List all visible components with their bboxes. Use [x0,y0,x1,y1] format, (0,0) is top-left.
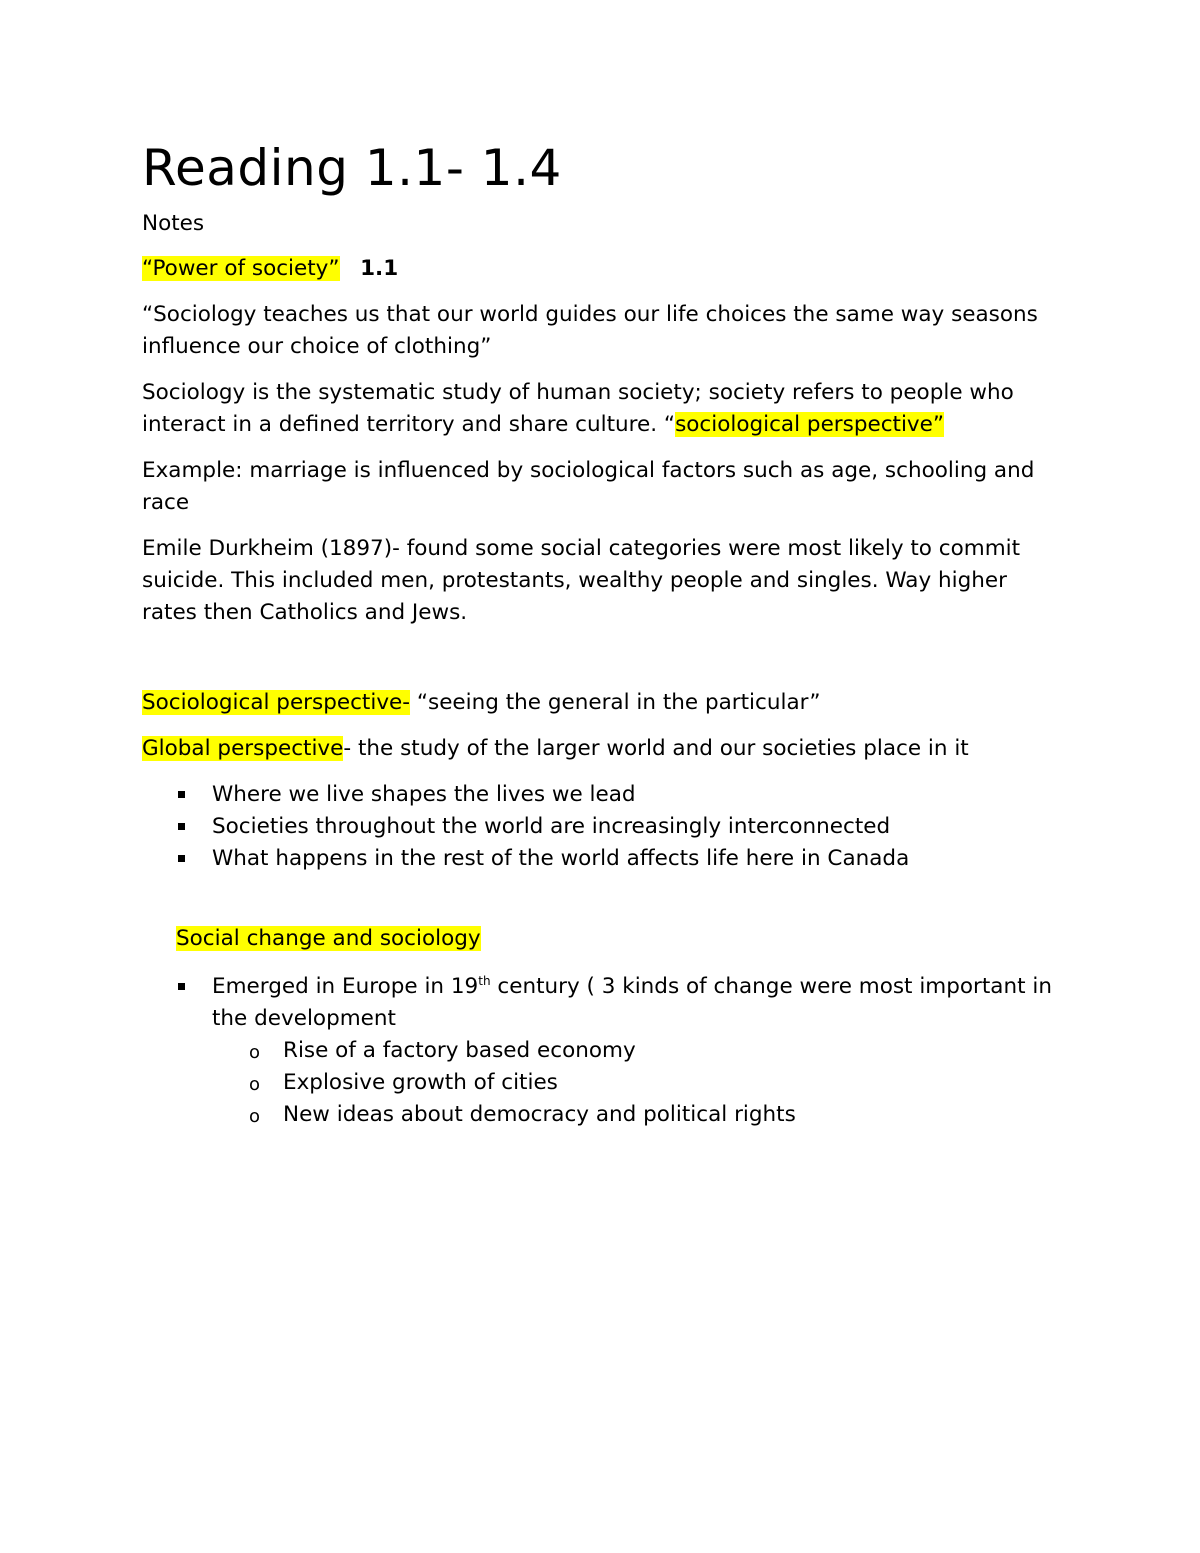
circle-bullet-icon: o [249,1106,261,1127]
section-heading-social-change [142,923,1062,955]
spacer [142,875,1062,923]
highlighted-term: sociological perspective” [675,412,945,437]
list-item-text: New ideas about democracy and political rights [283,1102,796,1127]
list-item [142,971,1062,1035]
highlighted-heading: “Power of society” [142,256,340,281]
circle-bullet-icon: o [249,1074,261,1095]
definition-text: Sociology is the systematic study of human society; society refers to people who interact in a defined territory and share culture. “ [142,380,1014,437]
list-item-text: Explosive growth of cities [283,1070,558,1095]
list-item-text: Rise of a factory based economy [283,1038,636,1063]
list-item-text: Societies throughout the world are increasingly interconnected [212,814,891,839]
square-bullet-icon [178,855,185,862]
sub-list [142,1035,1062,1131]
subtitle: Notes [142,211,205,236]
sub-list-item [142,1067,1062,1099]
quote-paragraph: “Sociology teaches us that our world guides our life choices the same way seasons influence our choice of clothing” [142,302,1038,359]
square-bullet-icon [178,791,185,798]
list-item [142,843,1062,875]
superscript: th [478,973,491,988]
global-perspective-line [142,733,1062,765]
sub-list-item [142,1035,1062,1067]
list-item [142,811,1062,843]
list-item [142,779,1062,811]
definition-text: “seeing the general in the particular” [410,690,821,715]
list-item-text: Where we live shapes the lives we lead [212,782,636,807]
section-heading-power-of-society [142,253,1062,285]
highlighted-heading: Social change and sociology [176,926,481,951]
highlighted-term: Global perspective [142,736,344,761]
list-item-text: century ( 3 kinds of change were most important in the development [212,974,1052,1031]
definition-paragraph [142,377,1062,441]
sub-list-item [142,1099,1062,1131]
global-perspective-list [142,779,1062,875]
durkheim-paragraph: Emile Durkheim (1897)- found some social categories were most likely to commit suicide. This included men, protestants, wealthy people and singles. Way higher rates then Catholics and Jews. [142,536,1021,625]
circle-bullet-icon: o [249,1042,261,1063]
example-paragraph: Example: marriage is influenced by sociological factors such as age, schooling and race [142,458,1035,515]
social-change-list [142,971,1062,1035]
section-number: 1.1 [360,256,399,281]
highlighted-term: Sociological perspective- [142,690,411,715]
list-item-text: What happens in the rest of the world affects life here in Canada [212,846,910,871]
list-item-text: Emerged in Europe in 19 [212,974,479,999]
page-title: Reading 1.1- 1.4 [142,139,562,197]
square-bullet-icon [178,983,185,990]
square-bullet-icon [178,823,185,830]
document-page [142,138,1062,1131]
spacer [142,643,1062,687]
sociological-perspective-line [142,687,1062,719]
definition-text: - the study of the larger world and our societies place in it [343,736,969,761]
